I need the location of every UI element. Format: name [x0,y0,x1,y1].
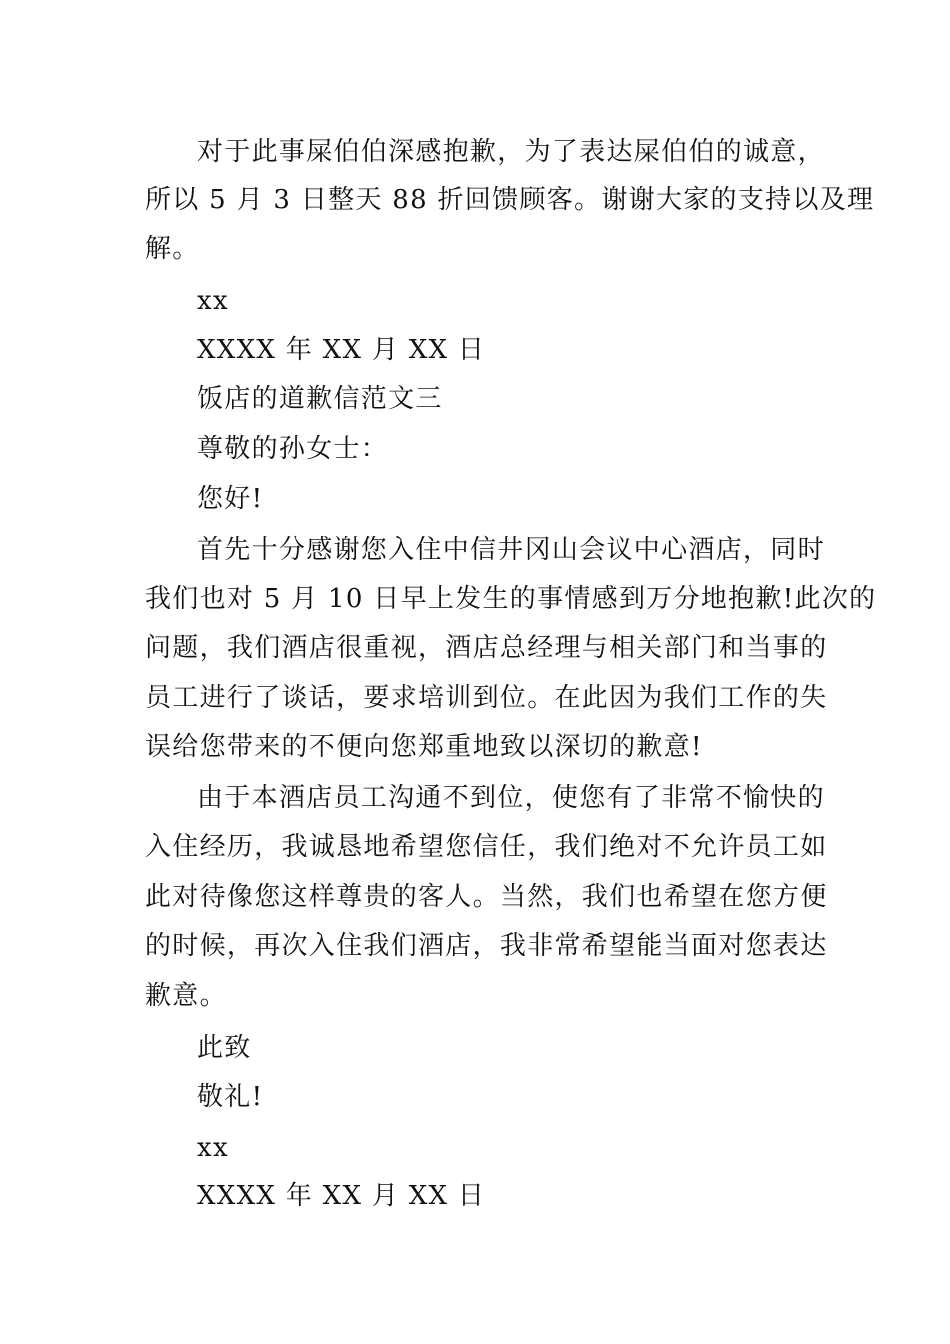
paragraph-3-line-4: 的时候，再次入住我们酒店，我非常希望能当面对您表达 [145,931,828,961]
paragraph-1-line-2: 所以 5 月 3 日整天 88 折回馈顾客。谢谢大家的支持以及理 [145,185,875,215]
paragraph-1-line-1: 对于此事屎伯伯深感抱歉，为了表达屎伯伯的诚意， [197,137,825,167]
salutation: 尊敬的孙女士： [197,434,389,464]
paragraph-3-line-2: 入住经历，我诚恳地希望您信任，我们绝对不允许员工如 [145,832,828,862]
paragraph-3-line-3: 此对待像您这样尊贵的客人。当然，我们也希望在您方便 [145,882,828,912]
closing-2: 敬礼! [197,1082,264,1112]
signature-1: xx [197,286,229,316]
paragraph-3-line-5: 歉意。 [145,981,227,1011]
signature-2: xx [197,1133,229,1163]
date-2: XXXX 年 XX 月 XX 日 [197,1181,486,1211]
greeting: 您好! [197,484,264,514]
section-title: 饭店的道歉信范文三 [197,384,443,414]
paragraph-3-line-1: 由于本酒店员工沟通不到位，使您有了非常不愉快的 [197,783,825,813]
paragraph-1-line-3: 解。 [145,234,200,264]
paragraph-2-line-1: 首先十分感谢您入住中信井冈山会议中心酒店，同时 [197,535,825,565]
paragraph-2-line-3: 问题，我们酒店很重视，酒店总经理与相关部门和当事的 [145,633,828,663]
paragraph-2-line-5: 误给您带来的不便向您郑重地致以深切的歉意! [145,732,703,762]
paragraph-2-line-4: 员工进行了谈话，要求培训到位。在此因为我们工作的失 [145,683,828,713]
closing-1: 此致 [197,1033,252,1063]
date-1: XXXX 年 XX 月 XX 日 [197,335,486,365]
paragraph-2-line-2: 我们也对 5 月 10 日早上发生的事情感到万分地抱歉!此次的 [145,584,877,614]
